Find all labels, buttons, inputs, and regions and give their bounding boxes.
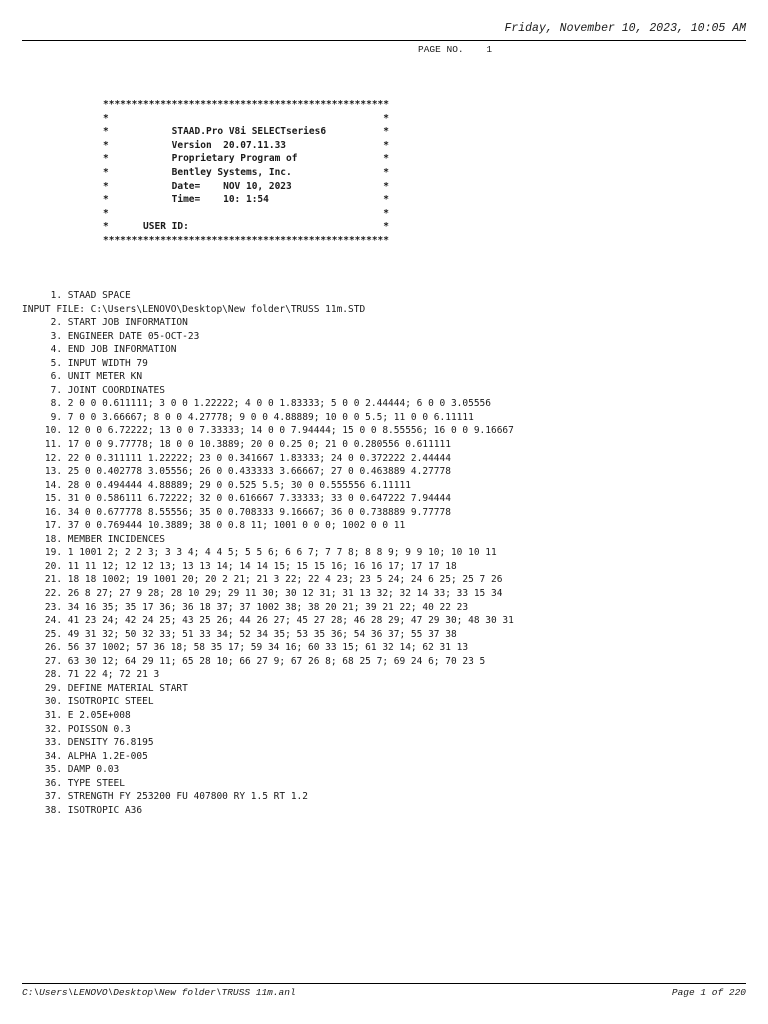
listing-line: 8. 2 0 0 0.611111; 3 0 0 1.22222; 4 0 0 1.83333; 5 0 0 2.44444; 6 0 0 3.05556 (22, 398, 491, 410)
listing-line: INPUT FILE: C:\Users\LENOVO\Desktop\New folder\TRUSS 11m.STD (22, 303, 366, 315)
listing-line: 9. 7 0 0 3.66667; 8 0 0 4.27778; 9 0 0 4.88889; 10 0 0 5.5; 11 0 0 6.11111 (22, 411, 474, 423)
banner-line: * USER ID: * (103, 221, 389, 233)
listing-line: 37. STRENGTH FY 253200 FU 407800 RY 1.5 RT 1.2 (22, 791, 308, 803)
listing-line: 17. 37 0 0.769444 10.3889; 38 0 0.8 11; 1001 0 0 0; 1002 0 0 11 (22, 520, 406, 532)
listing-line: 5. INPUT WIDTH 79 (22, 357, 148, 369)
listing-line: 38. ISOTROPIC A36 (22, 804, 143, 816)
listing-line: 10. 12 0 0 6.72222; 13 0 0 7.33333; 14 0 0 7.94444; 15 0 0 8.55556; 16 0 0 9.16667 (22, 425, 514, 437)
listing-line: 27. 63 30 12; 64 29 11; 65 28 10; 66 27 9; 67 26 8; 68 25 7; 69 24 6; 70 23 5 (22, 655, 486, 667)
banner-line: ************************************************** (103, 234, 389, 246)
listing-line: 35. DAMP 0.03 (22, 764, 120, 776)
listing-line: 7. JOINT COORDINATES (22, 384, 165, 396)
staad-banner (103, 98, 389, 248)
banner-line: * Version 20.07.11.33 * (103, 139, 389, 151)
listing-line: 18. MEMBER INCIDENCES (22, 533, 165, 545)
listing-line: 4. END JOB INFORMATION (22, 344, 177, 356)
listing-line: 28. 71 22 4; 72 21 3 (22, 669, 160, 681)
listing-line: 15. 31 0 0.586111 6.72222; 32 0 0.616667 7.33333; 33 0 0.647222 7.94444 (22, 493, 451, 505)
listing-line: 23. 34 16 35; 35 17 36; 36 18 37; 37 1002 38; 38 20 21; 39 21 22; 40 22 23 (22, 601, 469, 613)
banner-line: * STAAD.Pro V8i SELECTseries6 * (103, 126, 389, 138)
banner-line: ************************************************** (103, 99, 389, 110)
footer-page-count: Page 1 of 220 (671, 987, 746, 998)
footer-file-path: C:\Users\LENOVO\Desktop\New folder\TRUSS 11m.anl (22, 987, 296, 998)
listing-line: 22. 26 8 27; 27 9 28; 28 10 29; 29 11 30; 30 12 31; 31 13 32; 32 14 33; 33 15 34 (22, 588, 503, 600)
banner-line: * Date= NOV 10, 2023 * (103, 180, 389, 192)
listing-line: 30. ISOTROPIC STEEL (22, 696, 154, 708)
listing-line: 31. E 2.05E+008 (22, 709, 131, 721)
listing-line: 13. 25 0 0.402778 3.05556; 26 0 0.433333 3.66667; 27 0 0.463889 4.27778 (22, 466, 451, 478)
header-datetime: Friday, November 10, 2023, 10:05 AM (504, 22, 746, 35)
listing-line: 16. 34 0 0.677778 8.55556; 35 0 0.708333 9.16667; 36 0 0.738889 9.77778 (22, 506, 451, 518)
listing-line: 20. 11 11 12; 12 12 13; 13 13 14; 14 14 15; 15 15 16; 16 16 17; 17 17 18 (22, 560, 457, 572)
listing-line: 32. POISSON 0.3 (22, 723, 131, 735)
listing-line: 11. 17 0 0 9.77778; 18 0 0 10.3889; 20 0 0.25 0; 21 0 0.280556 0.611111 (22, 439, 451, 451)
listing-line: 2. START JOB INFORMATION (22, 317, 188, 329)
listing-line: 3. ENGINEER DATE 05-OCT-23 (22, 330, 200, 342)
banner-line: * Bentley Systems, Inc. * (103, 166, 389, 178)
listing-line: 25. 49 31 32; 50 32 33; 51 33 34; 52 34 35; 53 35 36; 54 36 37; 55 37 38 (22, 628, 457, 640)
page-number: PAGE NO. 1 (418, 44, 493, 55)
banner-line: * * (103, 207, 389, 219)
footer-divider (22, 983, 746, 984)
listing-line: 21. 18 18 1002; 19 1001 20; 20 2 21; 21 3 22; 22 4 23; 23 5 24; 24 6 25; 25 7 26 (22, 574, 503, 586)
input-listing (22, 289, 514, 817)
listing-line: 6. UNIT METER KN (22, 371, 143, 383)
listing-line: 29. DEFINE MATERIAL START (22, 682, 188, 694)
banner-line: * Proprietary Program of * (103, 153, 389, 165)
banner-line: * Time= 10: 1:54 * (103, 194, 389, 206)
listing-line: 24. 41 23 24; 42 24 25; 43 25 26; 44 26 27; 45 27 28; 46 28 29; 47 29 30; 48 30 31 (22, 615, 514, 627)
listing-line: 36. TYPE STEEL (22, 777, 125, 789)
listing-line: 34. ALPHA 1.2E-005 (22, 750, 148, 762)
listing-line: 33. DENSITY 76.8195 (22, 737, 154, 749)
header-divider (22, 40, 746, 41)
banner-line: * * (103, 112, 389, 124)
listing-line: 12. 22 0 0.311111 1.22222; 23 0 0.341667 1.83333; 24 0 0.372222 2.44444 (22, 452, 451, 464)
listing-line: 1. STAAD SPACE (22, 290, 131, 301)
listing-line: 19. 1 1001 2; 2 2 3; 3 3 4; 4 4 5; 5 5 6; 6 6 7; 7 7 8; 8 8 9; 9 9 10; 10 10 11 (22, 547, 497, 559)
listing-line: 26. 56 37 1002; 57 36 18; 58 35 17; 59 34 16; 60 33 15; 61 32 14; 62 31 13 (22, 642, 469, 654)
listing-line: 14. 28 0 0.494444 4.88889; 29 0 0.525 5.5; 30 0 0.555556 6.11111 (22, 479, 411, 491)
